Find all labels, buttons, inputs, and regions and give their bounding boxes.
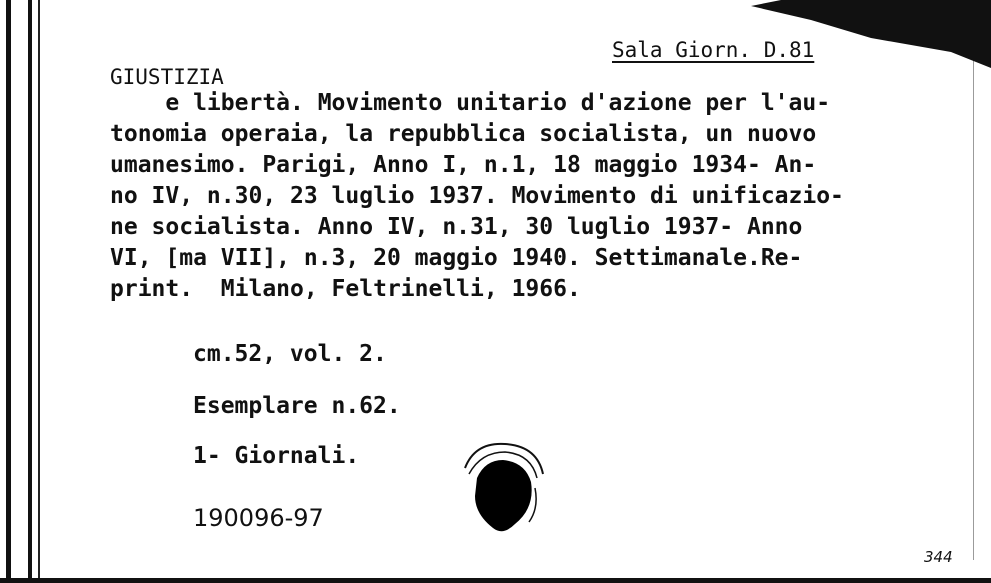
description-line: ne socialista. Anno IV, n.31, 30 luglio 1937- Anno (110, 214, 803, 240)
card-edge-left-inner (28, 0, 32, 583)
card-edge-left-line (38, 0, 40, 583)
copy-line: Esemplare n.62. (193, 393, 401, 419)
description-line: print. Milano, Feltrinelli, 1966. (110, 276, 581, 302)
card-heading: GIUSTIZIA (110, 65, 224, 89)
inventory-number: 190096-97 (193, 504, 324, 532)
description-line: umanesimo. Parigi, Anno I, n.1, 18 maggio 1934- An- (110, 152, 817, 178)
subject-line: 1- Giornali. (193, 443, 360, 469)
pencil-note: 344 (924, 548, 953, 566)
description-line: no IV, n.30, 23 luglio 1937. Movimento di unificazio- (110, 183, 844, 209)
format-line: cm.52, vol. 2. (193, 341, 387, 367)
description-block (110, 88, 970, 305)
description-line: tonomia operaia, la repubblica socialista, un nuovo (110, 121, 817, 147)
card-edge-bottom (0, 578, 991, 583)
stamp-seal-icon (455, 438, 547, 538)
card-edge-right (973, 60, 974, 560)
shelfmark: Sala Giorn. D.81 (612, 38, 815, 62)
description-line: VI, [ma VII], n.3, 20 maggio 1940. Settimanale.Re- (110, 245, 803, 271)
description-line: e libertà. Movimento unitario d'azione per l'au- (110, 90, 831, 116)
card-edge-left (6, 0, 11, 583)
